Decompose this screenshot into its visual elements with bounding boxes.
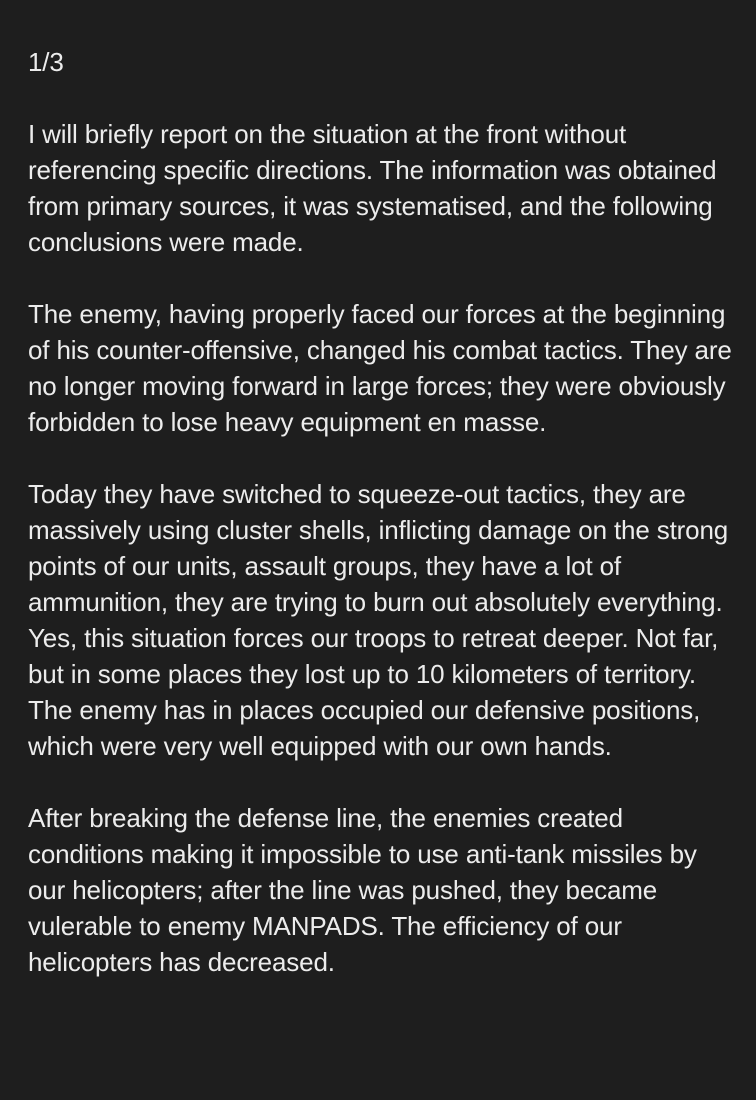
paragraph-squeeze-out: Today they have switched to squeeze-out tactics, they are massively using cluster shells, inflicting damage on the strong points of our units, assault groups, they have a lot of ammunition, they are trying to burn out absolutely everything. Yes, this situation forces our troops to retreat deeper. Not far, but in some places they lost up to 10 kilometers of territory. The enemy has in places occupied our defensive positions, which were very well equipped with our own hands. <box>28 479 729 761</box>
page-counter: 1/3 <box>28 47 64 77</box>
paragraph-enemy-tactics: The enemy, having properly faced our forces at the beginning of his counter-offensive, changed his combat tactics. They are no longer moving forward in large forces; they were obviously forbidden to lose heavy equipment en masse. <box>28 299 732 437</box>
paragraph-intro: I will briefly report on the situation at the front without referencing specific directions. The information was obtained from primary sources, it was systematised, and the following conclusions were made. <box>28 119 717 257</box>
paragraph-helicopters: After breaking the defense line, the enemies created conditions making it impossible to use anti-tank missiles by our helicopters; after the line was pushed, they became vulerable to enemy MANPADS. The efficiency of our helicopters has decreased. <box>28 803 697 977</box>
